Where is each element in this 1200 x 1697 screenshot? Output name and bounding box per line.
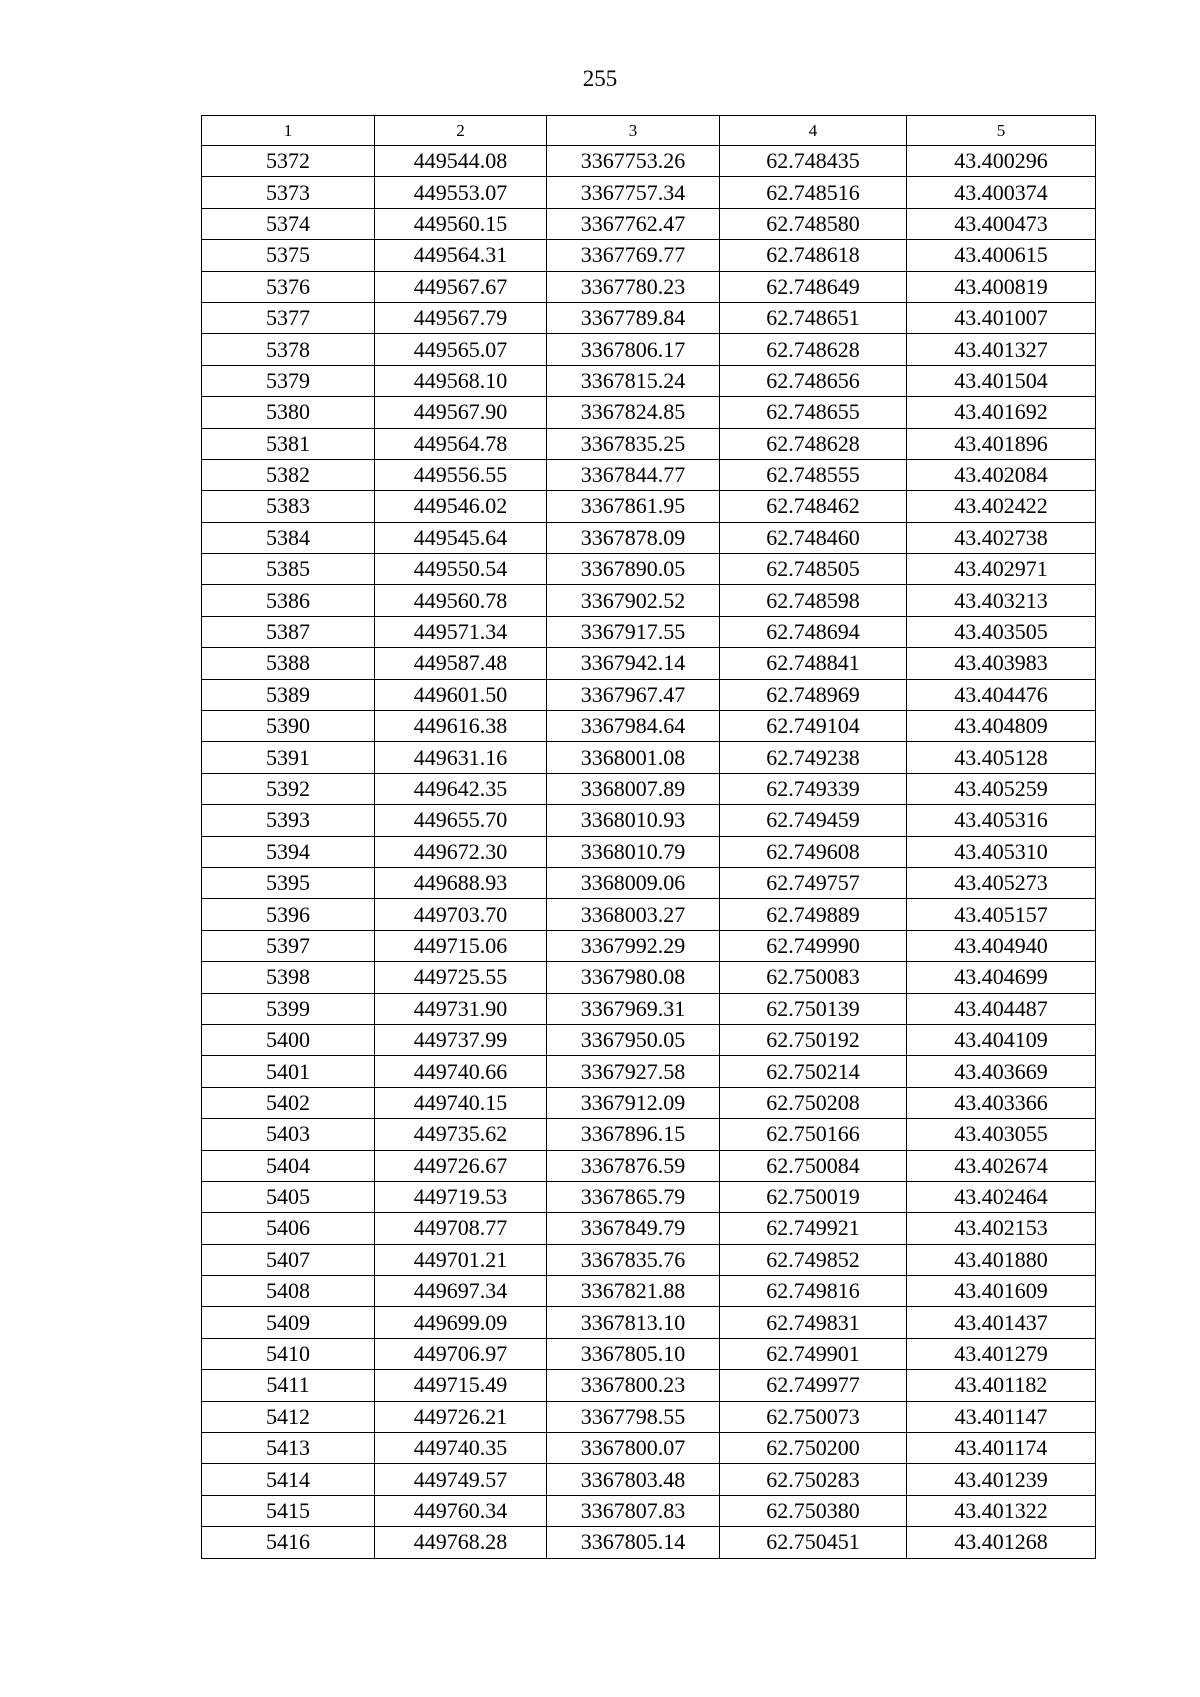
table-cell: 5389 bbox=[202, 679, 375, 710]
table-cell: 62.748628 bbox=[720, 334, 907, 365]
table-cell: 3367849.79 bbox=[547, 1213, 720, 1244]
table-row bbox=[202, 585, 1096, 616]
table-cell: 5403 bbox=[202, 1119, 375, 1150]
table-row bbox=[202, 459, 1096, 490]
table-cell: 5388 bbox=[202, 648, 375, 679]
table-cell: 449740.35 bbox=[375, 1433, 547, 1464]
table-cell: 449701.21 bbox=[375, 1244, 547, 1275]
table-cell: 449688.93 bbox=[375, 867, 547, 898]
table-cell: 449556.55 bbox=[375, 459, 547, 490]
table-cell: 43.404109 bbox=[907, 1024, 1096, 1055]
table-cell: 62.748555 bbox=[720, 459, 907, 490]
column-header: 4 bbox=[720, 116, 907, 146]
table-cell: 43.401880 bbox=[907, 1244, 1096, 1275]
table-header bbox=[202, 116, 1096, 146]
table-cell: 3367950.05 bbox=[547, 1024, 720, 1055]
column-header: 3 bbox=[547, 116, 720, 146]
table-cell: 43.402738 bbox=[907, 522, 1096, 553]
table-cell: 62.749852 bbox=[720, 1244, 907, 1275]
table-cell: 62.748516 bbox=[720, 177, 907, 208]
table-row bbox=[202, 240, 1096, 271]
table-cell: 62.750380 bbox=[720, 1495, 907, 1526]
table-cell: 3367902.52 bbox=[547, 585, 720, 616]
table-cell: 5414 bbox=[202, 1464, 375, 1495]
table-cell: 5396 bbox=[202, 899, 375, 930]
table-cell: 3367865.79 bbox=[547, 1181, 720, 1212]
table-cell: 5387 bbox=[202, 616, 375, 647]
table-cell: 62.749459 bbox=[720, 805, 907, 836]
table-cell: 3367757.34 bbox=[547, 177, 720, 208]
table-cell: 449550.54 bbox=[375, 554, 547, 585]
table-cell: 43.405259 bbox=[907, 773, 1096, 804]
table-cell: 3367942.14 bbox=[547, 648, 720, 679]
table-cell: 62.750192 bbox=[720, 1024, 907, 1055]
table-cell: 3367980.08 bbox=[547, 962, 720, 993]
table-cell: 62.749339 bbox=[720, 773, 907, 804]
table-cell: 3367890.05 bbox=[547, 554, 720, 585]
table-row bbox=[202, 1464, 1096, 1495]
table-row bbox=[202, 334, 1096, 365]
table-cell: 449565.07 bbox=[375, 334, 547, 365]
table-cell: 449726.21 bbox=[375, 1401, 547, 1432]
table-cell: 449731.90 bbox=[375, 993, 547, 1024]
table-cell: 62.750083 bbox=[720, 962, 907, 993]
table-cell: 449749.57 bbox=[375, 1464, 547, 1495]
table-cell: 449715.49 bbox=[375, 1370, 547, 1401]
table-cell: 62.749831 bbox=[720, 1307, 907, 1338]
table-cell: 5373 bbox=[202, 177, 375, 208]
table-cell: 449546.02 bbox=[375, 491, 547, 522]
table-cell: 3367800.07 bbox=[547, 1433, 720, 1464]
table-cell: 43.401896 bbox=[907, 428, 1096, 459]
table-cell: 43.402153 bbox=[907, 1213, 1096, 1244]
table-cell: 449706.97 bbox=[375, 1338, 547, 1369]
table-cell: 3367753.26 bbox=[547, 146, 720, 177]
table-row bbox=[202, 491, 1096, 522]
table-row bbox=[202, 1338, 1096, 1369]
table-cell: 5410 bbox=[202, 1338, 375, 1369]
table-cell: 62.750084 bbox=[720, 1150, 907, 1181]
table-cell: 62.748841 bbox=[720, 648, 907, 679]
table-cell: 5374 bbox=[202, 208, 375, 239]
table-row bbox=[202, 146, 1096, 177]
table-cell: 3367803.48 bbox=[547, 1464, 720, 1495]
table-cell: 449725.55 bbox=[375, 962, 547, 993]
table-cell: 5407 bbox=[202, 1244, 375, 1275]
table-cell: 5401 bbox=[202, 1056, 375, 1087]
table-cell: 449564.78 bbox=[375, 428, 547, 459]
table-cell: 62.749757 bbox=[720, 867, 907, 898]
table-cell: 5392 bbox=[202, 773, 375, 804]
table-cell: 449737.99 bbox=[375, 1024, 547, 1055]
table-cell: 3367821.88 bbox=[547, 1276, 720, 1307]
table-cell: 62.749889 bbox=[720, 899, 907, 930]
table-cell: 5384 bbox=[202, 522, 375, 553]
table-cell: 62.748969 bbox=[720, 679, 907, 710]
table-cell: 62.749921 bbox=[720, 1213, 907, 1244]
table-cell: 3367769.77 bbox=[547, 240, 720, 271]
table-cell: 43.400819 bbox=[907, 271, 1096, 302]
table-cell: 5372 bbox=[202, 146, 375, 177]
table-cell: 3367780.23 bbox=[547, 271, 720, 302]
table-cell: 5377 bbox=[202, 302, 375, 333]
table-cell: 3368010.79 bbox=[547, 836, 720, 867]
table-cell: 3367805.14 bbox=[547, 1527, 720, 1558]
header-row bbox=[202, 116, 1096, 146]
table-row bbox=[202, 1087, 1096, 1118]
table-row bbox=[202, 648, 1096, 679]
table-cell: 5413 bbox=[202, 1433, 375, 1464]
table-cell: 3367992.29 bbox=[547, 930, 720, 961]
table-cell: 5415 bbox=[202, 1495, 375, 1526]
table-cell: 43.401504 bbox=[907, 365, 1096, 396]
table-cell: 5406 bbox=[202, 1213, 375, 1244]
table-cell: 62.750208 bbox=[720, 1087, 907, 1118]
table-cell: 43.403983 bbox=[907, 648, 1096, 679]
table-row bbox=[202, 993, 1096, 1024]
table-cell: 3367917.55 bbox=[547, 616, 720, 647]
table-cell: 43.400296 bbox=[907, 146, 1096, 177]
table-row bbox=[202, 899, 1096, 930]
table-cell: 3367896.15 bbox=[547, 1119, 720, 1150]
table-cell: 5402 bbox=[202, 1087, 375, 1118]
table-cell: 62.748656 bbox=[720, 365, 907, 396]
coordinates-table bbox=[201, 115, 1096, 1559]
table-row bbox=[202, 679, 1096, 710]
table-cell: 43.402464 bbox=[907, 1181, 1096, 1212]
table-row bbox=[202, 428, 1096, 459]
table-cell: 5376 bbox=[202, 271, 375, 302]
table-cell: 449567.67 bbox=[375, 271, 547, 302]
table-cell: 43.404487 bbox=[907, 993, 1096, 1024]
table-cell: 62.748655 bbox=[720, 397, 907, 428]
table-cell: 5404 bbox=[202, 1150, 375, 1181]
table-row bbox=[202, 177, 1096, 208]
table-row bbox=[202, 1056, 1096, 1087]
table-cell: 43.400615 bbox=[907, 240, 1096, 271]
table-cell: 449697.34 bbox=[375, 1276, 547, 1307]
table-row bbox=[202, 711, 1096, 742]
table-cell: 62.749238 bbox=[720, 742, 907, 773]
table-cell: 62.750214 bbox=[720, 1056, 907, 1087]
table-cell: 449715.06 bbox=[375, 930, 547, 961]
table-cell: 3367762.47 bbox=[547, 208, 720, 239]
table-cell: 449726.67 bbox=[375, 1150, 547, 1181]
table-cell: 5386 bbox=[202, 585, 375, 616]
table-cell: 3367878.09 bbox=[547, 522, 720, 553]
table-cell: 5391 bbox=[202, 742, 375, 773]
table-cell: 3367807.83 bbox=[547, 1495, 720, 1526]
table-cell: 43.400473 bbox=[907, 208, 1096, 239]
page-number: 255 bbox=[582, 66, 618, 91]
table-cell: 449553.07 bbox=[375, 177, 547, 208]
table-cell: 5416 bbox=[202, 1527, 375, 1558]
table-cell: 3368010.93 bbox=[547, 805, 720, 836]
table-cell: 62.749104 bbox=[720, 711, 907, 742]
table-cell: 62.748618 bbox=[720, 240, 907, 271]
table-cell: 43.402971 bbox=[907, 554, 1096, 585]
table-cell: 449631.16 bbox=[375, 742, 547, 773]
table-row bbox=[202, 962, 1096, 993]
table-row bbox=[202, 742, 1096, 773]
table-cell: 3367927.58 bbox=[547, 1056, 720, 1087]
table-cell: 3367876.59 bbox=[547, 1150, 720, 1181]
table-cell: 43.405273 bbox=[907, 867, 1096, 898]
table-cell: 43.401182 bbox=[907, 1370, 1096, 1401]
table-cell: 62.748460 bbox=[720, 522, 907, 553]
table-cell: 43.403505 bbox=[907, 616, 1096, 647]
table-row bbox=[202, 1024, 1096, 1055]
table-cell: 62.750283 bbox=[720, 1464, 907, 1495]
table-cell: 62.750451 bbox=[720, 1527, 907, 1558]
table-row bbox=[202, 1276, 1096, 1307]
table-cell: 449560.78 bbox=[375, 585, 547, 616]
table-cell: 449768.28 bbox=[375, 1527, 547, 1558]
table-cell: 449587.48 bbox=[375, 648, 547, 679]
table-cell: 3367805.10 bbox=[547, 1338, 720, 1369]
table-cell: 3367824.85 bbox=[547, 397, 720, 428]
table-cell: 3367835.76 bbox=[547, 1244, 720, 1275]
table-cell: 62.749990 bbox=[720, 930, 907, 961]
table-row bbox=[202, 302, 1096, 333]
table-cell: 449568.10 bbox=[375, 365, 547, 396]
table-row bbox=[202, 1244, 1096, 1275]
table-cell: 5405 bbox=[202, 1181, 375, 1212]
table-cell: 43.401692 bbox=[907, 397, 1096, 428]
table-cell: 62.749901 bbox=[720, 1338, 907, 1369]
table-row bbox=[202, 1213, 1096, 1244]
table-cell: 43.401174 bbox=[907, 1433, 1096, 1464]
table-row bbox=[202, 773, 1096, 804]
table-cell: 3367861.95 bbox=[547, 491, 720, 522]
table-row bbox=[202, 554, 1096, 585]
table-cell: 5383 bbox=[202, 491, 375, 522]
table-cell: 5409 bbox=[202, 1307, 375, 1338]
table-cell: 449571.34 bbox=[375, 616, 547, 647]
table-row bbox=[202, 1119, 1096, 1150]
table-row bbox=[202, 1370, 1096, 1401]
table-cell: 5408 bbox=[202, 1276, 375, 1307]
table-cell: 5394 bbox=[202, 836, 375, 867]
table-cell: 43.405310 bbox=[907, 836, 1096, 867]
table-row bbox=[202, 271, 1096, 302]
table-cell: 43.404476 bbox=[907, 679, 1096, 710]
table-cell: 449564.31 bbox=[375, 240, 547, 271]
table-cell: 43.401007 bbox=[907, 302, 1096, 333]
table-row bbox=[202, 805, 1096, 836]
table-body bbox=[202, 146, 1096, 1559]
table-cell: 449699.09 bbox=[375, 1307, 547, 1338]
table-cell: 5399 bbox=[202, 993, 375, 1024]
table-cell: 3367813.10 bbox=[547, 1307, 720, 1338]
table-cell: 62.748628 bbox=[720, 428, 907, 459]
table-cell: 62.748505 bbox=[720, 554, 907, 585]
table-row bbox=[202, 208, 1096, 239]
table-cell: 43.401609 bbox=[907, 1276, 1096, 1307]
table-cell: 5398 bbox=[202, 962, 375, 993]
table-row bbox=[202, 867, 1096, 898]
table-cell: 5381 bbox=[202, 428, 375, 459]
table-row bbox=[202, 1307, 1096, 1338]
table-cell: 5380 bbox=[202, 397, 375, 428]
table-cell: 62.748435 bbox=[720, 146, 907, 177]
table-cell: 62.749608 bbox=[720, 836, 907, 867]
table-cell: 43.401322 bbox=[907, 1495, 1096, 1526]
table-cell: 43.405157 bbox=[907, 899, 1096, 930]
table-cell: 5378 bbox=[202, 334, 375, 365]
table-cell: 3367835.25 bbox=[547, 428, 720, 459]
table-cell: 449601.50 bbox=[375, 679, 547, 710]
table-cell: 62.748649 bbox=[720, 271, 907, 302]
table-cell: 62.750019 bbox=[720, 1181, 907, 1212]
column-header: 5 bbox=[907, 116, 1096, 146]
table-cell: 449760.34 bbox=[375, 1495, 547, 1526]
table-row bbox=[202, 365, 1096, 396]
table-cell: 449708.77 bbox=[375, 1213, 547, 1244]
table-cell: 449560.15 bbox=[375, 208, 547, 239]
table-cell: 3368007.89 bbox=[547, 773, 720, 804]
table-row bbox=[202, 930, 1096, 961]
table-cell: 43.405128 bbox=[907, 742, 1096, 773]
column-header: 2 bbox=[375, 116, 547, 146]
table-cell: 5379 bbox=[202, 365, 375, 396]
table-cell: 3368001.08 bbox=[547, 742, 720, 773]
table-cell: 449567.90 bbox=[375, 397, 547, 428]
table-cell: 43.403366 bbox=[907, 1087, 1096, 1118]
table-cell: 449616.38 bbox=[375, 711, 547, 742]
table-cell: 62.748694 bbox=[720, 616, 907, 647]
table-cell: 3367789.84 bbox=[547, 302, 720, 333]
table-cell: 3368009.06 bbox=[547, 867, 720, 898]
table-cell: 43.401327 bbox=[907, 334, 1096, 365]
table-cell: 62.750166 bbox=[720, 1119, 907, 1150]
table-cell: 449545.64 bbox=[375, 522, 547, 553]
table-cell: 3367912.09 bbox=[547, 1087, 720, 1118]
table-cell: 5375 bbox=[202, 240, 375, 271]
table-cell: 5412 bbox=[202, 1401, 375, 1432]
table-cell: 5390 bbox=[202, 711, 375, 742]
table-cell: 449567.79 bbox=[375, 302, 547, 333]
table-cell: 62.748651 bbox=[720, 302, 907, 333]
table-cell: 43.404809 bbox=[907, 711, 1096, 742]
table-cell: 449672.30 bbox=[375, 836, 547, 867]
table-cell: 43.401279 bbox=[907, 1338, 1096, 1369]
table-cell: 62.750139 bbox=[720, 993, 907, 1024]
table-cell: 43.403213 bbox=[907, 585, 1096, 616]
table-cell: 43.402674 bbox=[907, 1150, 1096, 1181]
table-cell: 43.400374 bbox=[907, 177, 1096, 208]
table-cell: 43.401437 bbox=[907, 1307, 1096, 1338]
table-row bbox=[202, 1433, 1096, 1464]
table-cell: 43.403055 bbox=[907, 1119, 1096, 1150]
table-cell: 43.401239 bbox=[907, 1464, 1096, 1495]
table-cell: 43.405316 bbox=[907, 805, 1096, 836]
table-cell: 449735.62 bbox=[375, 1119, 547, 1150]
table-cell: 449655.70 bbox=[375, 805, 547, 836]
table-cell: 449719.53 bbox=[375, 1181, 547, 1212]
table-cell: 43.404699 bbox=[907, 962, 1096, 993]
table-cell: 5382 bbox=[202, 459, 375, 490]
table-cell: 3367967.47 bbox=[547, 679, 720, 710]
table-cell: 449740.66 bbox=[375, 1056, 547, 1087]
table-cell: 5395 bbox=[202, 867, 375, 898]
table-cell: 43.401268 bbox=[907, 1527, 1096, 1558]
table-cell: 3367969.31 bbox=[547, 993, 720, 1024]
table-cell: 43.403669 bbox=[907, 1056, 1096, 1087]
table-cell: 62.750073 bbox=[720, 1401, 907, 1432]
table-cell: 5393 bbox=[202, 805, 375, 836]
table-cell: 3367800.23 bbox=[547, 1370, 720, 1401]
table-cell: 62.750200 bbox=[720, 1433, 907, 1464]
table-cell: 5400 bbox=[202, 1024, 375, 1055]
table-row bbox=[202, 522, 1096, 553]
table-cell: 62.749816 bbox=[720, 1276, 907, 1307]
table-cell: 3368003.27 bbox=[547, 899, 720, 930]
table-cell: 3367815.24 bbox=[547, 365, 720, 396]
table-cell: 3367984.64 bbox=[547, 711, 720, 742]
table-cell: 449642.35 bbox=[375, 773, 547, 804]
table-cell: 62.749977 bbox=[720, 1370, 907, 1401]
table-cell: 62.748580 bbox=[720, 208, 907, 239]
table-cell: 62.748598 bbox=[720, 585, 907, 616]
table-cell: 3367844.77 bbox=[547, 459, 720, 490]
table-cell: 5385 bbox=[202, 554, 375, 585]
table-cell: 3367798.55 bbox=[547, 1401, 720, 1432]
table-cell: 3367806.17 bbox=[547, 334, 720, 365]
table-cell: 5411 bbox=[202, 1370, 375, 1401]
table-row bbox=[202, 616, 1096, 647]
table-cell: 43.402084 bbox=[907, 459, 1096, 490]
table-cell: 5397 bbox=[202, 930, 375, 961]
table-cell: 43.402422 bbox=[907, 491, 1096, 522]
table-cell: 43.401147 bbox=[907, 1401, 1096, 1432]
table-cell: 449740.15 bbox=[375, 1087, 547, 1118]
table-row bbox=[202, 1150, 1096, 1181]
column-header: 1 bbox=[202, 116, 375, 146]
table-cell: 62.748462 bbox=[720, 491, 907, 522]
table-row bbox=[202, 1495, 1096, 1526]
table-row bbox=[202, 1181, 1096, 1212]
table-row bbox=[202, 397, 1096, 428]
table-cell: 449703.70 bbox=[375, 899, 547, 930]
table-row bbox=[202, 836, 1096, 867]
table-row bbox=[202, 1527, 1096, 1558]
table-row bbox=[202, 1401, 1096, 1432]
table-cell: 43.404940 bbox=[907, 930, 1096, 961]
table-cell: 449544.08 bbox=[375, 146, 547, 177]
